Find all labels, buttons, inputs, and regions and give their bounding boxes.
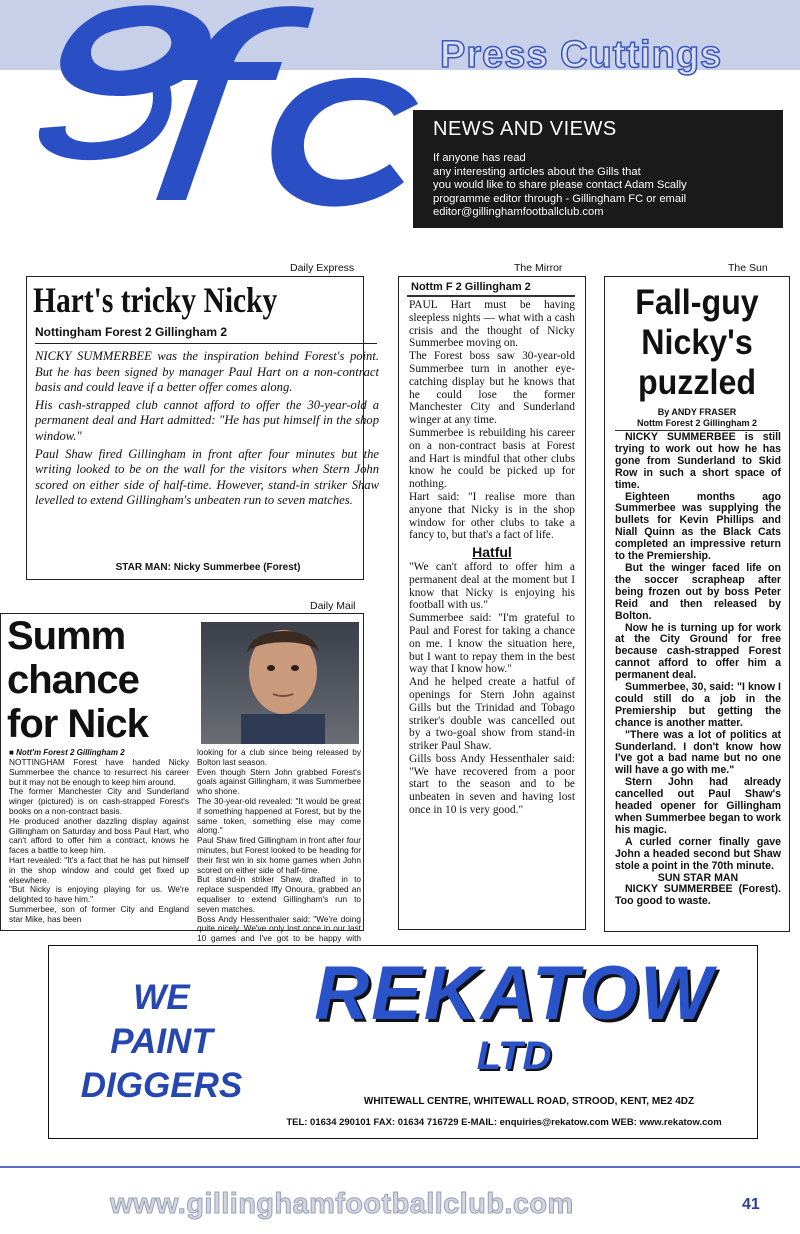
clipping-the-mirror	[398, 276, 586, 930]
paragraph: And he helped create a hatful of openings for Stern John against Gills but the Trinidad and Tobago striker's double was cancelled out by a two-goal show from stand-in striker Paul Shaw.	[409, 676, 575, 753]
footer-website: www.gillinghamfootballclub.com	[110, 1188, 574, 1220]
subhead: Nottingham Forest 2 Gillingham 2	[35, 325, 228, 339]
paragraph: looking for a club since being released by Bolton last season.	[197, 747, 361, 767]
paragraph: Gills boss Andy Hessenthaler said: "We have recovered from a poor start to the season and to be unbeaten in seven and having lost once in 10 is very good."	[409, 752, 575, 817]
subhead: ■ Nott'm Forest 2 Gillingham 2	[9, 748, 125, 757]
clipping-the-sun	[604, 276, 790, 932]
byline: By ANDY FRASER	[657, 407, 737, 417]
advert-ltd: LTD	[476, 1034, 552, 1078]
news-box-text	[433, 152, 773, 220]
star-man: STAR MAN: Nicky Summerbee (Forest)	[115, 562, 301, 573]
advert-brand: REKATOW	[314, 951, 714, 1036]
gfc-logo	[14, 0, 444, 250]
slogan-line: DIGGERS	[80, 1066, 243, 1105]
paragraph: He produced another dazzling display against Gillingham on Saturday and boss Paul Hart, who can't afford to offer him a contract, knows he faces a battle to keep him.	[9, 815, 189, 856]
footer-rule	[0, 1166, 800, 1168]
slogan-line: WE	[133, 978, 190, 1017]
paragraph: Even though Stern John grabbed Forest's goals against Gillingham, it was Summerbee who shone.	[197, 766, 361, 797]
paragraph: His cash-strapped club cannot afford to offer the 30-year-old a permanent deal and Hart admitted: "He has put himself in the shop window."	[35, 397, 379, 443]
paragraph: NICKY SUMMERBEE was the inspiration behind Forest's point. But he has been signed by manager Paul Hart on a non-contract basis and could leave if a better offer comes along.	[35, 349, 379, 395]
headline-line: Summ	[7, 614, 126, 658]
paragraph: Eighteen months ago Summerbee was supplying the bullets for Kevin Phillips and Niall Quinn as the Black Cats completed an impressive return to the Premiership.	[615, 490, 781, 563]
headline-line: Fall-guy	[635, 283, 759, 322]
subhead-text: Nott'm Forest 2 Gillingham 2	[16, 748, 125, 757]
headline	[616, 283, 778, 403]
divider	[407, 295, 575, 297]
article-column-1	[9, 758, 189, 925]
paragraph: Hart said: "I realise more than anyone that Nicky is in the shop window for other clubs to take a fancy to, but that's a fact of life.	[409, 490, 575, 542]
star-text: NICKY SUMMERBEE (Forest). Too good to waste.	[615, 883, 781, 908]
headline-line: Nicky's	[641, 323, 753, 362]
crosshead: Hatful	[472, 544, 512, 561]
player-portrait-icon	[201, 622, 359, 744]
paragraph: Paul Shaw fired Gillingham in front after four minutes but the writing looked to be on the wall for the visitors when Stern John scored on either side of half-time. However, stand-in striker Shaw levelled to extend Gillingham's unbeaten run to seven matches.	[35, 446, 379, 508]
paragraph: Boss Andy Hessenthaler said: "We're doing quite nicely. We've only lost once in our last 10 games and I've got to be happy with	[197, 913, 361, 944]
player-photo	[201, 622, 359, 744]
rekatow-advert	[48, 945, 758, 1139]
headline	[7, 614, 148, 746]
source-the-sun: The Sun	[728, 262, 768, 274]
news-line: editor@gillinghamfootballclub.com	[433, 206, 604, 218]
paragraph: Summerbee, 30, said: "I know I could still do a job in the Premiership but getting the chance is another matter.	[615, 681, 781, 729]
paragraph: Stern John had already cancelled out Paul Shaw's headed opener for Gillingham when Summerbee began to work his magic.	[615, 776, 781, 836]
paragraph: Paul Shaw fired Gillingham in front after four minutes, but Forest looked to be heading for their first win in six home games when John scored on either side of half-time.	[197, 835, 361, 875]
article-column-2	[197, 748, 361, 954]
paragraph: PAUL Hart must be having sleepless nights — what with a cash crisis and the thought of Nicky Summerbee moving on.	[409, 299, 575, 350]
clipping-daily-mail	[0, 613, 364, 944]
paragraph: But the winger faced life on the soccer scrapheap after being frozen out by boss Peter Reid and then released by Bolton.	[615, 561, 781, 622]
paragraph: The 30-year-old revealed: "It would be great if something happened at Forest, but by the same token, something else may come along."	[197, 795, 361, 836]
news-line: any interesting articles about the Gills that	[433, 165, 641, 178]
subhead: Nottm F 2 Gillingham 2	[411, 281, 531, 293]
paragraph: But stand-in striker Shaw, drafted in to replace suspended Iffy Onoura, grabbed an equaliser to extend Gillingham's run to seven matches.	[197, 874, 361, 914]
headline-line: puzzled	[637, 363, 757, 402]
advert-address: WHITEWALL CENTRE, WHITEWALL ROAD, STROOD, KENT, ME2 4DZ	[363, 1096, 695, 1107]
headline-line: for Nick	[7, 702, 148, 746]
paragraph: Hart revealed: "It's a fact that he has put himself in the shop window and could get fixed up elsewhere.	[9, 854, 189, 885]
subhead: Nottm Forest 2 Gillingham 2	[636, 418, 757, 428]
paragraph: The former Manchester City and Sunderland winger (pictured) is on cash-strapped Forest's books on a non-contract basis.	[9, 786, 189, 816]
news-line: If anyone has read	[433, 152, 526, 164]
source-daily-mail: Daily Mail	[310, 600, 356, 612]
paragraph: NICKY SUMMERBEE is still trying to work out how he has gone from Sunderland to Skid Row in such a short space of time.	[615, 431, 781, 491]
source-daily-express: Daily Express	[290, 262, 355, 274]
news-and-views-box	[413, 110, 783, 228]
news-line: programme editor through - Gillingham FC or email	[433, 192, 687, 205]
headline: Hart's tricky Nicky	[33, 280, 278, 320]
advert-slogan	[59, 976, 264, 1108]
article-body	[35, 349, 379, 511]
paragraph: NOTTINGHAM Forest have handed Nicky Summerbee the chance to resurrect his career but it may not be enough to keep him around.	[9, 757, 189, 787]
source-the-mirror: The Mirror	[514, 262, 563, 274]
paragraph: "There was a lot of politics at Sunderland. I don't know how I've got a bad name but no one will have a go with me."	[615, 728, 781, 777]
paragraph: Summerbee said: "I'm grateful to Paul and Forest for taking a chance on me. I know the situation here, but I want to repay them in the best way that I know how."	[409, 612, 575, 676]
paragraph: "We can't afford to offer him a permanent deal at the moment but I know that Nicky is enjoying his football with us."	[409, 560, 575, 612]
page-number: 41	[742, 1196, 760, 1213]
paragraph: Summerbee is rebuilding his career on a non-contract basis at Forest and Hart is mindful that other clubs know he could be picked up for nothing.	[409, 426, 575, 491]
slogan-line: PAINT	[110, 1022, 213, 1061]
star-label: SUN STAR MAN	[657, 871, 739, 884]
paragraph: Now he is turning up for work at the City Ground for free because cash-strapped Forest cannot afford to offer him a permanent deal.	[615, 621, 781, 682]
news-line: you would like to share please contact Adam Scally	[433, 179, 687, 191]
article-body	[409, 299, 575, 817]
divider	[35, 343, 377, 344]
paragraph: "But Nicky is enjoying playing for us. We're delighted to have him."	[9, 884, 189, 905]
paragraph: The Forest boss saw 30-year-old Summerbee turn in another eye-catching display but he knows that he could lose the former Manchester City and Sunderland winger at any time.	[409, 350, 575, 427]
paragraph: A curled corner finally gave John a headed second but Shaw stole a point in the 70th minute.	[615, 835, 781, 872]
news-box-title: NEWS AND VIEWS	[433, 118, 617, 140]
headline-line: chance	[7, 658, 139, 702]
clipping-daily-express	[26, 276, 379, 580]
paragraph: Summerbee, son of former City and England star Mike, has been	[9, 903, 189, 924]
page-title: Press Cuttings	[440, 34, 723, 76]
advert-contact: TEL: 01634 290101 FAX: 01634 716729 E-MAIL: enquiries@rekatow.com WEB: www.rekatow.com	[286, 1117, 722, 1128]
article-body	[615, 432, 781, 908]
